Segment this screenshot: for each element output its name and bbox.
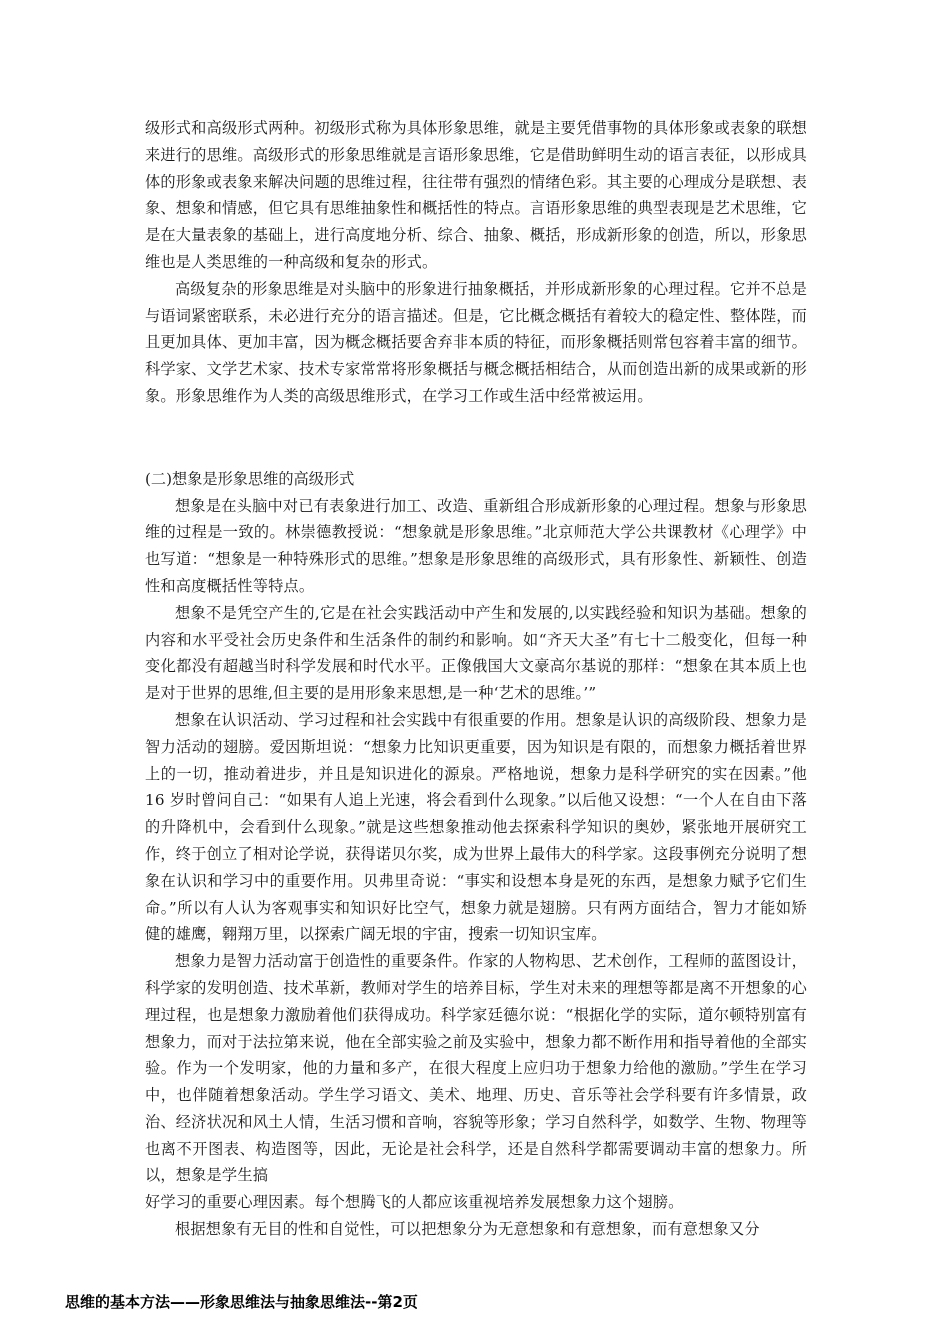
paragraph-4: 想象不是凭空产生的,它是在社会实践活动中产生和发展的,以实践经验和知识为基础。想象的内容和水平受社会历史条件和生活条件的制约和影响。如“齐天大圣”有七十二般变化，但每一种变化都没有超越当时科学发展和时代水平。正像俄国大文豪高尔基说的那样：“想象在其本质上也是对于世界的思维,但主要的是用形象来思想,是一种‘艺术的思维。’” (145, 603, 807, 703)
paragraph-5: 想象在认识活动、学习过程和社会实践中有很重要的作用。想象是认识的高级阶段、想象力是智力活动的翅膀。爱因斯坦说：“想象力比知识更重要，因为知识是有限的，而想象力概括着世界上的一切，推动着进步，并且是知识进化的源泉。严格地说，想象力是科学研究的实在因素。”他 16 岁时曾问自己：“如果有人追上光速，将会看到什么现象。”以后他又设想：“一个人在自由下落的升降机中，会看到什么现象。”就是这些想象推动他去探索科学知识的奥妙，紧张地开展研究工作，终于创立了相对论学说，获得诺贝尔奖，成为世界上最伟大的科学家。这段事例充分说明了想象在认识和学习中的重要作用。贝弗里奇说：“事实和设想本身是死的东西，是想象力赋予它们生命。”所以有人认为客观事实和知识好比空气，想象力就是翅膀。只有两方面结合，智力才能如矫健的雄鹰，翱翔万里，以探索广阔无垠的宇宙，搜索一切知识宝库。 (145, 710, 807, 944)
paragraph-7: 根据想象有无目的性和自觉性，可以把想象分为无意想象和有意想象，而有意想象又分 (175, 1220, 760, 1239)
paragraph-6-continuation: 好学习的重要心理因素。每个想腾飞的人都应该重视培养发展想象力这个翅膀。 (145, 1193, 684, 1212)
paragraph-1: 级形式和高级形式两种。初级形式称为具体形象思维，就是主要凭借事物的具体形象或表象的联想来进行的思维。高级形式的形象思维就是言语形象思维，它是借助鲜明生动的语言表征，以形成具体的形象或表象来解决问题的思维过程，往往带有强烈的情绪色彩。其主要的心理成分是联想、表象、想象和情感，但它具有思维抽象性和概括性的特点。言语形象思维的典型表现是艺术思维，它是在大量表象的基础上，进行高度地分析、综合、抽象、概括，形成新形象的创造，所以，形象思维也是人类思维的一种高级和复杂的形式。 (145, 119, 807, 271)
section-heading: (二)想象是形象思维的高级形式 (145, 469, 355, 488)
page-footer: 思维的基本方法——形象思维法与抽象思维法--第2页 (65, 1293, 418, 1311)
document-body (145, 115, 807, 1243)
paragraph-2: 高级复杂的形象思维是对头脑中的形象进行抽象概括，并形成新形象的心理过程。它并不总是与语词紧密联系，未必进行充分的语言描述。但是，它比概念概括有着较大的稳定性、整体陛，而且更加具体、更加丰富，因为概念概括要舍弃非本质的特征，而形象概括则常包容着丰富的细节。科学家、文学艺术家、技术专家常常将形象概括与概念概括相结合，从而创造出新的成果或新的形象。形象思维作为人类的高级思维形式，在学习工作或生活中经常被运用。 (145, 279, 807, 405)
paragraph-6: 想象力是智力活动富于创造性的重要条件。作家的人物构思、艺术创作，工程师的蓝图设计，科学家的发明创造、技术革新，教师对学生的培养目标，学生对未来的理想等都是离不开想象的心理过程，也是想象力激励着他们获得成功。科学家廷德尔说：“根据化学的实际，道尔顿特别富有想象力，而对于法拉第来说，他在全部实验之前及实验中，想象力都不断作用和指导着他的全部实验。作为一个发明家，他的力量和多产，在很大程度上应归功于想象力给他的激励。”学生在学习中，也伴随着想象活动。学生学习语文、美术、地理、历史、音乐等社会学科要有许多情景，政治、经济状况和风土人情，生活习惯和音响，容貌等形象；学习自然科学，如数学、生物、物理等也离不开图表、构造图等，因此，无论是社会科学，还是自然科学都需要调动丰富的想象力。所以，想象是学生搞 (145, 952, 807, 1185)
paragraph-3: 想象是在头脑中对已有表象进行加工、改造、重新组合形成新形象的心理过程。想象与形象思维的过程是一致的。林崇德教授说：“想象就是形象思维。”北京师范大学公共课教材《心理学》中也写道：“想象是一种特殊形式的思维。”想象是形象思维的高级形式，具有形象性、新颖性、创造性和高度概括性等特点。 (145, 496, 807, 595)
